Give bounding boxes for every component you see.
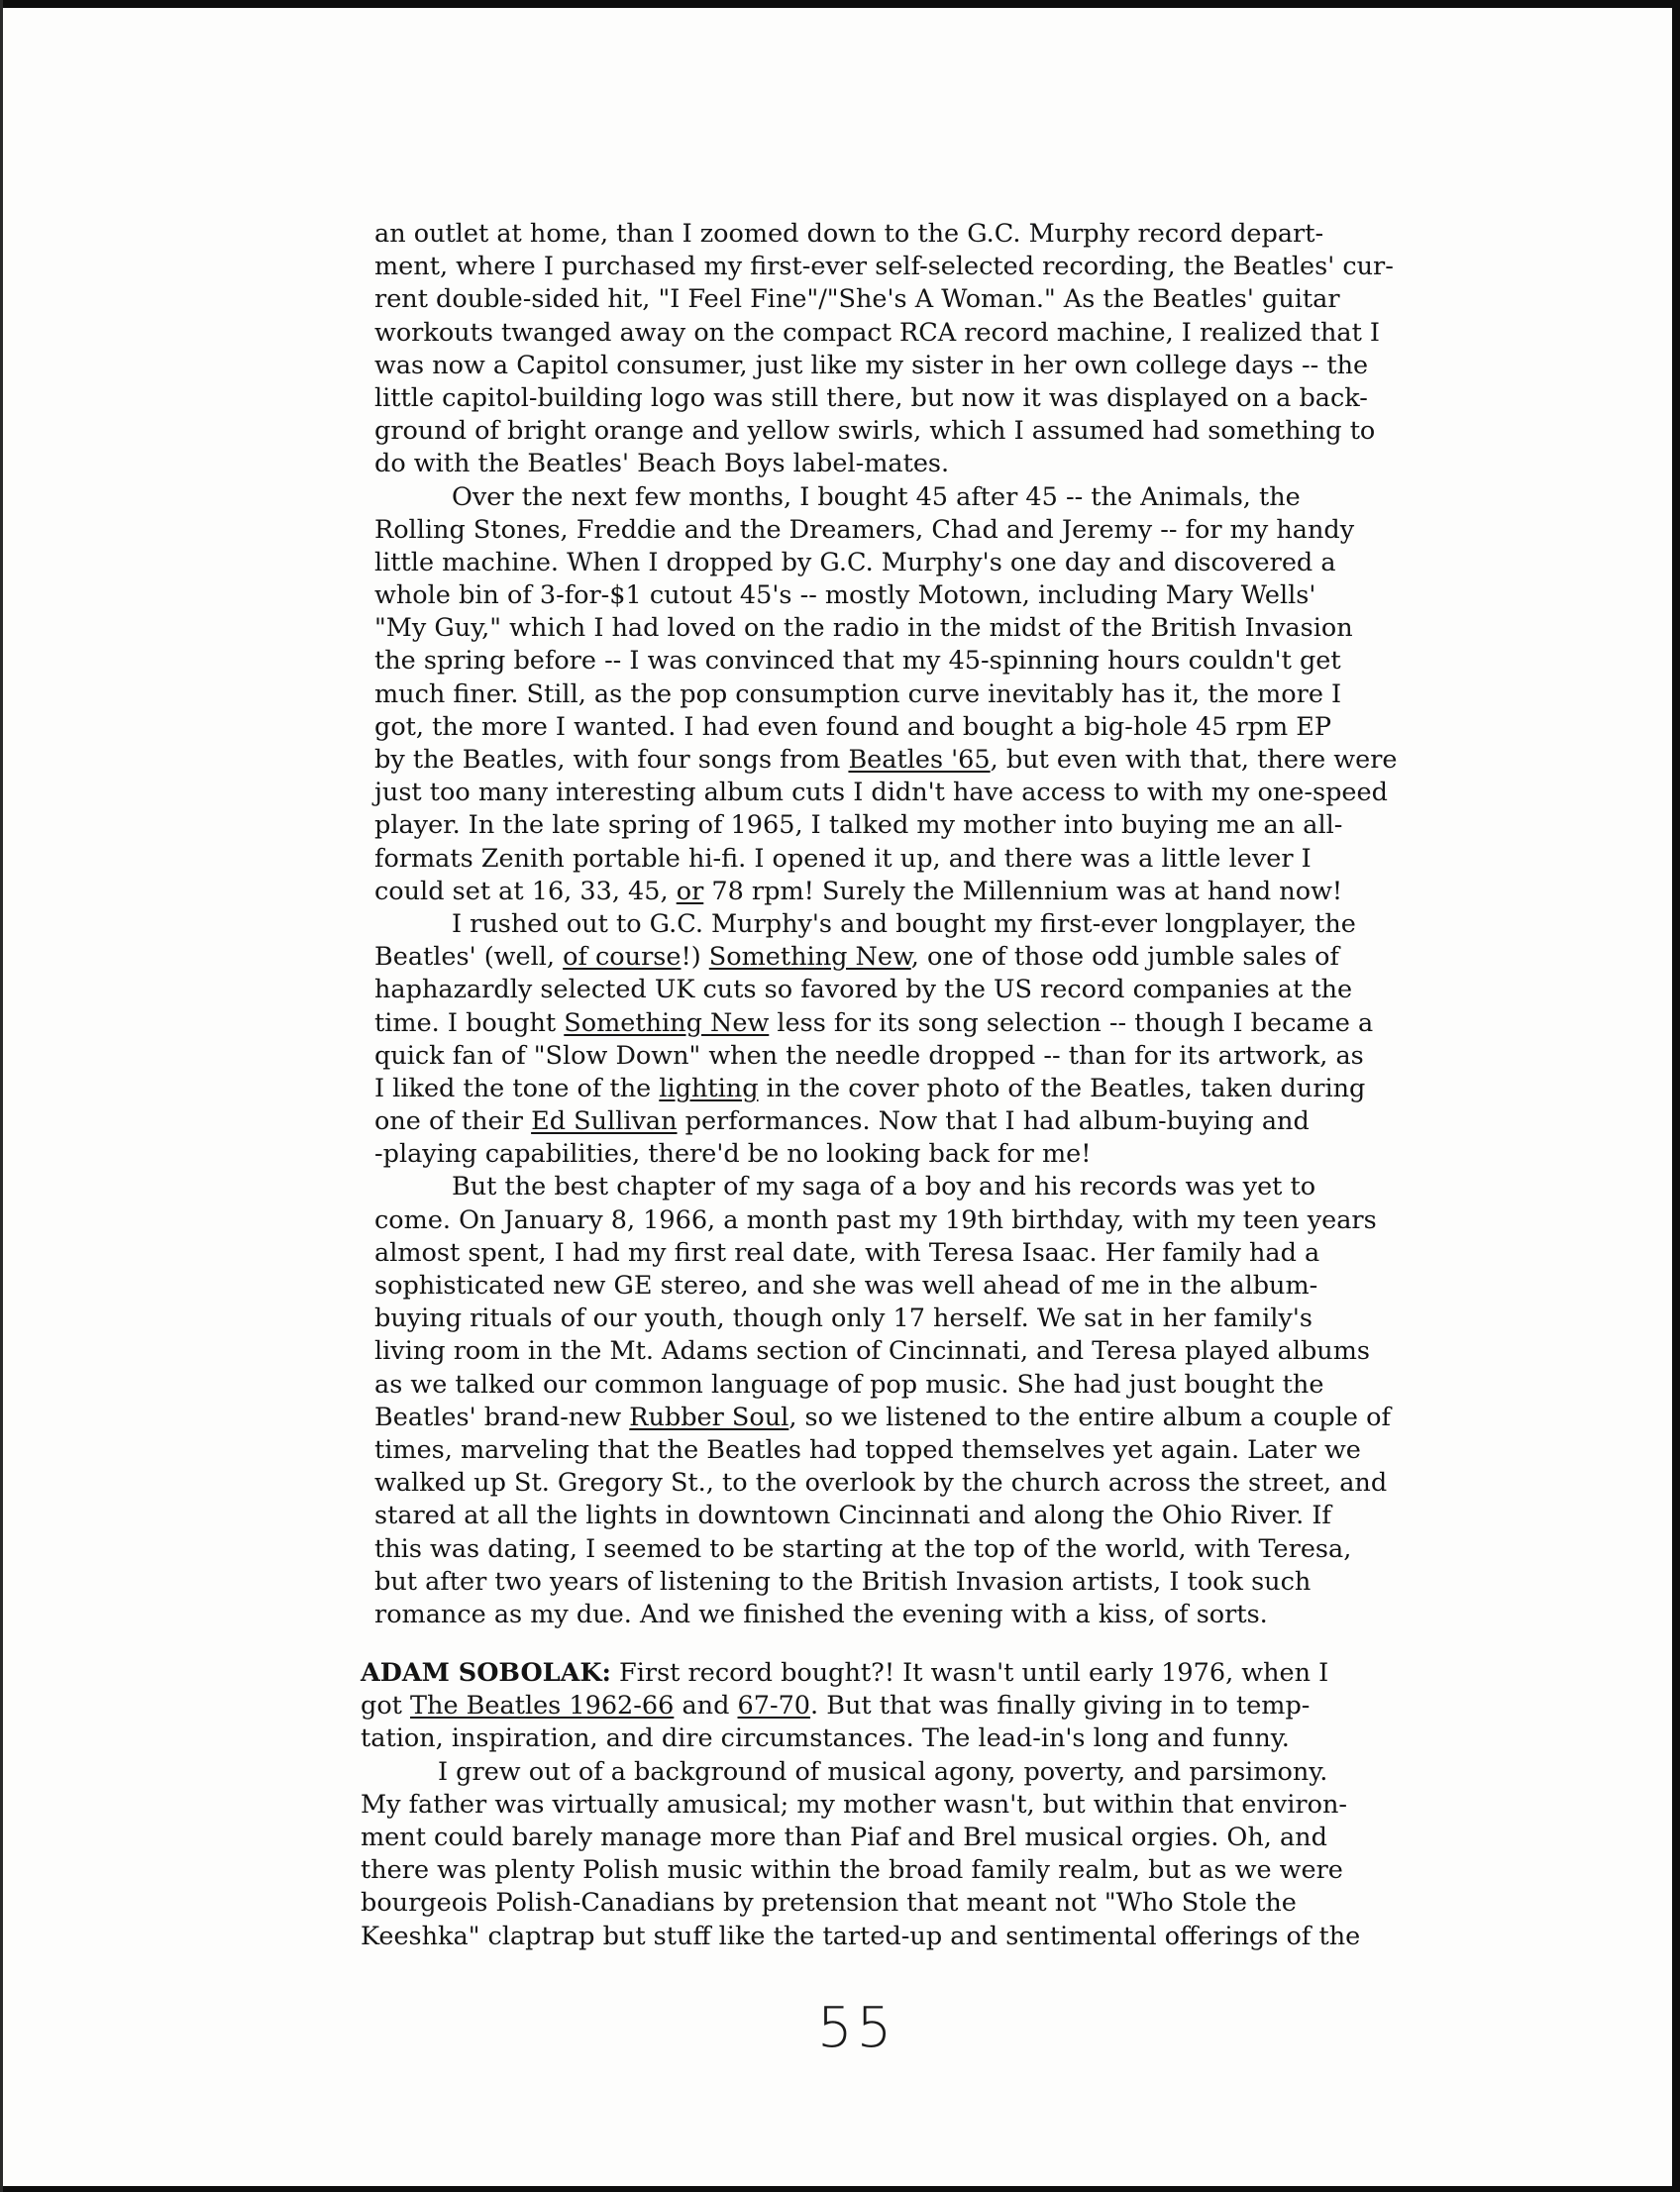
emphasis: of course [563, 942, 682, 973]
text-run: could set at 16, 33, 45, [374, 876, 677, 906]
text-line [374, 1105, 1444, 1138]
text-line: "My Guy," which I had loved on the radio in the midst of the British Invasion [374, 613, 1353, 644]
text-run: in the cover photo of the Beatles, taken during [758, 1073, 1366, 1103]
text-run: Beatles' (well, [374, 942, 564, 973]
paragraph-2 [374, 481, 1444, 908]
text-run: I liked the tone of the [374, 1073, 660, 1103]
show-title: Ed Sullivan [531, 1106, 678, 1137]
text-line: My father was virtually amusical; my mother wasn't, but within that environ- [361, 1789, 1347, 1820]
text-line: walked up St. Gregory St., to the overlook by the church across the street, and [374, 1468, 1388, 1499]
text-run: time. I bought [374, 1007, 565, 1038]
contributor-section [361, 1657, 1444, 1953]
text-line: I rushed out to G.C. Murphy's and bought my first-ever longplayer, the [452, 908, 1356, 939]
text-line: there was plenty Polish music within the broad family realm, but as we were [361, 1855, 1343, 1886]
scan-left-edge [0, 0, 3, 2192]
text-run: one of their [374, 1106, 532, 1137]
text-line: quick fan of "Slow Down" when the needle dropped -- than for its artwork, as [374, 1040, 1364, 1071]
text-line: almost spent, I had my first real date, with Teresa Isaac. Her family had a [374, 1237, 1320, 1268]
album-title: Beatles '65 [848, 745, 991, 775]
text-line [361, 1690, 1444, 1722]
emphasis: lighting [659, 1073, 759, 1103]
emphasis: or [676, 876, 704, 906]
text-run: . But that was finally giving in to temp- [810, 1691, 1311, 1722]
text-line: this was dating, I seemed to be starting at the top of the world, with Teresa, [374, 1533, 1352, 1564]
text-line: -playing capabilities, there'd be no looking back for me! [374, 1139, 1092, 1170]
text-line [374, 1073, 1444, 1105]
contributor-name: ADAM SOBOLAK: [361, 1658, 611, 1689]
text-line: the spring before -- I was convinced that my 45-spinning hours couldn't get [374, 646, 1341, 677]
text-run: !) [681, 942, 709, 973]
text-run: 78 rpm! Surely the Millennium was at hand now! [703, 876, 1343, 906]
text-line [374, 1402, 1444, 1434]
text-run: , so we listened to the entire album a couple of [788, 1402, 1391, 1432]
album-title: Something New [564, 1007, 770, 1038]
text-line: player. In the late spring of 1965, I talked my mother into buying me an all- [374, 810, 1343, 841]
text-line: do with the Beatles' Beach Boys label-mates. [374, 449, 950, 479]
text-line: buying rituals of our youth, though only 17 herself. We sat in her family's [374, 1304, 1312, 1334]
text-line: Keeshka" claptrap but stuff like the tarted-up and sentimental offerings of the [361, 1921, 1361, 1951]
text-line: formats Zenith portable hi-fi. I opened it up, and there was a little lever I [374, 843, 1312, 874]
text-run: , but even with that, there were [990, 745, 1398, 775]
text-line [374, 876, 1444, 908]
paragraph-4 [374, 1171, 1444, 1631]
text-line: bourgeois Polish-Canadians by pretension that meant not "Who Stole the [361, 1888, 1297, 1919]
text-line: an outlet at home, than I zoomed down to the G.C. Murphy record depart- [374, 219, 1324, 249]
text-line: just too many interesting album cuts I didn't have access to with my one-speed [374, 778, 1388, 808]
section-spacer [374, 1631, 1444, 1657]
text-line: ment, where I purchased my first-ever self-selected recording, the Beatles' cur- [374, 252, 1394, 282]
paragraph-1 [374, 218, 1444, 481]
text-line: little capitol-building logo was still there, but now it was displayed on a back- [374, 382, 1368, 413]
text-run: and [674, 1691, 738, 1722]
text-line: as we talked our common language of pop music. She had just bought the [374, 1369, 1324, 1400]
album-title: The Beatles 1962-66 [410, 1691, 675, 1722]
text-line: but after two years of listening to the British Invasion artists, I took such [374, 1566, 1312, 1597]
text-line: tation, inspiration, and dire circumstances. The lead-in's long and funny. [361, 1723, 1290, 1754]
text-line: romance as my due. And we finished the evening with a kiss, of sorts. [374, 1599, 1268, 1629]
paragraph-3 [374, 908, 1444, 1172]
text-run: performances. Now that I had album-buying and [677, 1106, 1310, 1137]
text-run: Beatles' brand-new [374, 1402, 630, 1432]
text-line: times, marveling that the Beatles had topped themselves yet again. Later we [374, 1434, 1361, 1465]
text-line: much finer. Still, as the pop consumption curve inevitably has it, the more I [374, 678, 1342, 709]
text-line: living room in the Mt. Adams section of Cincinnati, and Teresa played albums [374, 1336, 1370, 1367]
text-line: rent double-sided hit, "I Feel Fine"/"She's A Woman." As the Beatles' guitar [374, 284, 1340, 315]
text-line: sophisticated new GE stereo, and she was well ahead of me in the album- [374, 1271, 1318, 1301]
text-line: But the best chapter of my saga of a boy and his records was yet to [452, 1172, 1316, 1202]
text-run: by the Beatles, with four songs from [374, 745, 849, 775]
text-line [374, 744, 1444, 777]
text-line: stared at all the lights in downtown Cincinnati and along the Ohio River. If [374, 1501, 1331, 1531]
album-title: 67-70 [737, 1691, 811, 1722]
text-line: ment could barely manage more than Piaf and Brel musical orgies. Oh, and [361, 1823, 1327, 1852]
document-body [361, 218, 1444, 1953]
text-line: Rolling Stones, Freddie and the Dreamers, Chad and Jeremy -- for my handy [374, 514, 1355, 545]
text-line [374, 941, 1444, 974]
album-title: Rubber Soul [629, 1402, 789, 1432]
text-run: First record bought?! It wasn't until early 1976, when I [610, 1658, 1329, 1689]
text-line [361, 1657, 1444, 1690]
text-line: come. On January 8, 1966, a month past my 19th birthday, with my teen years [374, 1204, 1377, 1235]
text-line: was now a Capitol consumer, just like my sister in her own college days -- the [374, 350, 1369, 380]
text-run: less for its song selection -- though I became a [769, 1007, 1374, 1038]
album-title: Something New [708, 942, 911, 973]
text-line: I grew out of a background of musical agony, poverty, and parsimony. [438, 1756, 1328, 1787]
text-run: , one of those odd jumble sales of [910, 942, 1339, 973]
text-line: little machine. When I dropped by G.C. Murphy's one day and discovered a [374, 547, 1336, 577]
page-number: 55 [817, 1996, 896, 2060]
text-line: haphazardly selected UK cuts so favored by the US record companies at the [374, 975, 1353, 1005]
text-line: ground of bright orange and yellow swirls, which I assumed had something to [374, 416, 1376, 447]
text-line: got, the more I wanted. I had even found and bought a big-hole 45 rpm EP [374, 711, 1332, 742]
text-run: got [361, 1691, 411, 1722]
text-line: whole bin of 3-for-$1 cutout 45's -- mostly Motown, including Mary Wells' [374, 580, 1316, 611]
text-line [374, 1007, 1444, 1040]
text-line: Over the next few months, I bought 45 after 45 -- the Animals, the [452, 481, 1301, 512]
text-line: workouts twanged away on the compact RCA record machine, I realized that I [374, 317, 1381, 348]
